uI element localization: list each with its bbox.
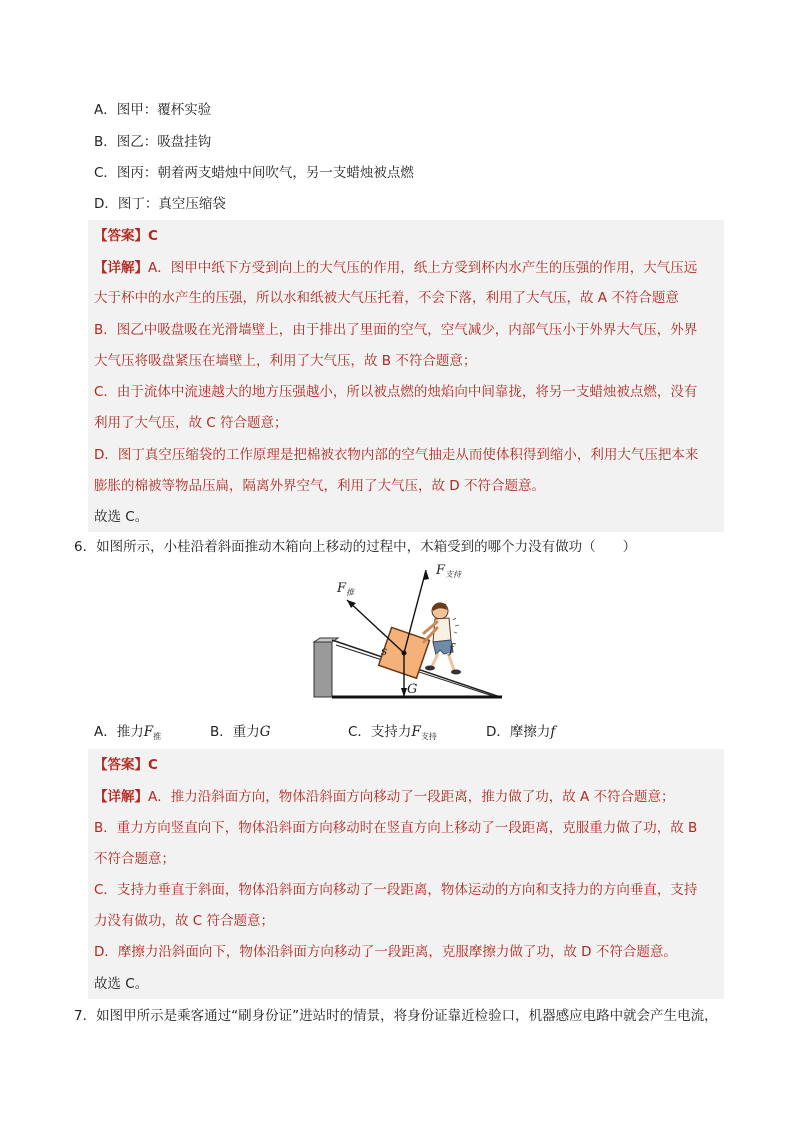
q5-detail-line-3: B．图乙中吸盘吸在光滑墙壁上，由于排出了里面的空气，空气减少，内部气压小于外界大气压，外界 bbox=[94, 322, 698, 338]
fig-label-support: $F_{支持}$ bbox=[436, 563, 462, 579]
q5-detail-line-5: C．由于流体中流速越大的地方压强越小，所以被点燃的烛焰向中间靠拢，将另一支蜡烛被点燃，没有 bbox=[94, 384, 698, 400]
q5-answer-line bbox=[94, 226, 158, 246]
q6-detail-line-3: 不符合题意； bbox=[94, 851, 175, 867]
fig-label-distance: s bbox=[381, 644, 388, 658]
q5-detail-line-2: 大于杯中的水产生的压强，所以水和纸被大气压托着，不会下落，利用了大气压，故 A 不符合题意 bbox=[94, 290, 679, 306]
q5-detail-line-4: 大气压将吸盘紧压在墙壁上，利用了大气压，故 B 不符合题意； bbox=[94, 353, 477, 369]
q6-detail-line-5: 力没有做功，故 C 符合题意； bbox=[94, 913, 275, 929]
q6-detail-line-6: D．摩擦力沿斜面向下，物体沿斜面方向移动了一段距离，克服摩擦力做了功，故 D 不符合题意。 bbox=[94, 944, 677, 960]
boy-figure bbox=[424, 603, 461, 675]
push-force-arrow bbox=[347, 600, 404, 653]
fig-label-push: $F_推$ bbox=[337, 581, 355, 597]
q5-detail-line-7: D．图丁真空压缩袋的工作原理是把棉被衣物内部的空气抽走从而使体积得到缩小，利用大气压把本来 bbox=[94, 447, 699, 463]
incline-figure bbox=[300, 556, 510, 702]
q6-option-c: C．支持力$F_{支持}$ bbox=[348, 724, 437, 741]
q6-detail-line-4: C．支持力垂直于斜面，物体沿斜面方向移动了一段距离，物体运动的方向和支持力的方向垂直，支持 bbox=[94, 882, 698, 898]
q5-option-a: A．图甲：覆杯实验 bbox=[94, 102, 212, 118]
q5-option-b: B．图乙：吸盘挂钩 bbox=[94, 134, 212, 150]
q6-answer-line bbox=[94, 755, 158, 775]
q6-option-a: A．推力$F_推$ bbox=[94, 724, 162, 741]
answer-value: C bbox=[148, 757, 158, 773]
q5-option-d: D．图丁：真空压缩袋 bbox=[94, 196, 226, 212]
q6-conclusion: 故选 C。 bbox=[94, 976, 149, 992]
q6-detail-line-2: B．重力方向竖直向下，物体沿斜面方向移动时在竖直方向上移动了一段距离，克服重力做了功，故 B bbox=[94, 820, 698, 836]
answer-label: 【答案】 bbox=[94, 757, 148, 773]
q6-stem: 6．如图所示，小桂沿着斜面推动木箱向上移动的过程中，木箱受到的哪个力没有做功（ ） bbox=[74, 539, 637, 555]
detail-text: A．推力沿斜面方向，物体沿斜面方向移动了一段距离，推力做了功，故 A 不符合题意； bbox=[148, 789, 675, 805]
q5-detail-line-1 bbox=[94, 258, 697, 278]
fig-label-friction: f bbox=[449, 642, 454, 657]
fig-label-gravity: G bbox=[407, 682, 418, 697]
q7-stem: 7．如图甲所示是乘客通过“刷身份证”进站时的情景，将身份证靠近检验口，机器感应电路中就会产生电流， bbox=[74, 1008, 718, 1024]
q5-detail-line-8: 膨胀的棉被等物品压扁，隔离外界空气，利用了大气压，故 D 不符合题意。 bbox=[94, 478, 545, 494]
q5-option-c: C．图丙：朝着两支蜡烛中间吹气，另一支蜡烛被点燃 bbox=[94, 165, 414, 181]
detail-label: 【详解】 bbox=[94, 789, 148, 805]
q5-detail-line-6: 利用了大气压，故 C 符合题意； bbox=[94, 415, 288, 431]
answer-label: 【答案】 bbox=[94, 228, 148, 244]
q6-option-b: B．重力G bbox=[210, 724, 271, 740]
detail-text: A．图甲中纸下方受到向上的大气压的作用，纸上方受到杯内水产生的压强的作用，大气压远 bbox=[148, 260, 698, 276]
q5-conclusion: 故选 C。 bbox=[94, 509, 149, 525]
answer-value: C bbox=[148, 228, 158, 244]
wall-block bbox=[314, 642, 332, 697]
q6-option-d: D．摩擦力f bbox=[486, 724, 556, 740]
q6-detail-line-1 bbox=[94, 787, 675, 807]
detail-label: 【详解】 bbox=[94, 260, 148, 276]
